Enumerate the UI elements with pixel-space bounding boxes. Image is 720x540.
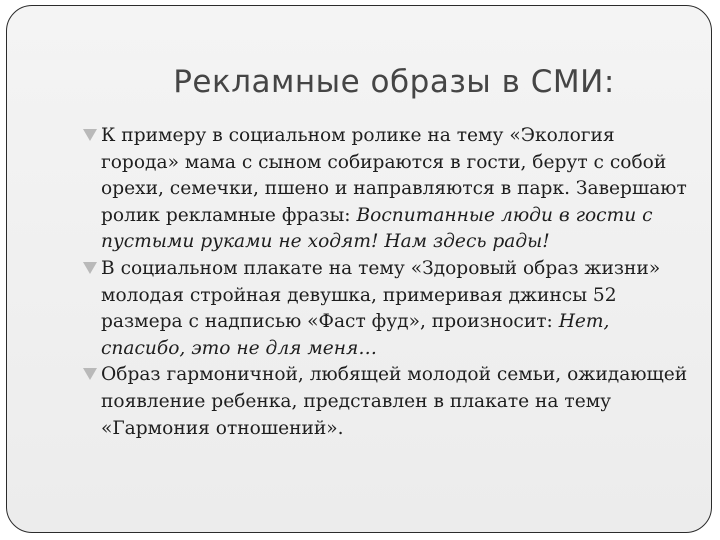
bullet-list [25,123,695,442]
list-item [25,123,695,256]
list-item-text: Образ гармоничной, любящей молодой семьи, ожидающей появление ребенка, представлен в плакате на тему «Гармония отношений». [101,364,688,439]
list-item-quote: Нет, спасибо, это не для меня… [101,311,610,359]
list-item-quote: Воспитанные люди в гости с пустыми руками не ходят! Нам здесь рады! [101,204,653,253]
list-item [25,256,695,362]
list-item [25,362,695,442]
triangle-bullet-icon [83,368,97,380]
list-item-text: К примеру в социальном ролике на тему «Экология города» мама с сыном собираются в гости, берут с собой орехи, семечки, пшено и направляются в парк. Завершают ролик рекламные фразы: Воспитанные люди в гости с пустыми руками не ходят! Нам здесь рады! [101,125,687,253]
list-item-text: В социальном плакате на тему «Здоровый образ жизни» молодая стройная девушка, примеривая джинсы 52 размера с надписью «Фаст фуд», произносит: Нет, спасибо, это не для меня… [101,257,661,359]
triangle-bullet-icon [83,129,97,141]
slide-title: Рекламные образы в СМИ: [173,64,615,100]
triangle-bullet-icon [83,262,97,274]
slide [6,5,712,533]
